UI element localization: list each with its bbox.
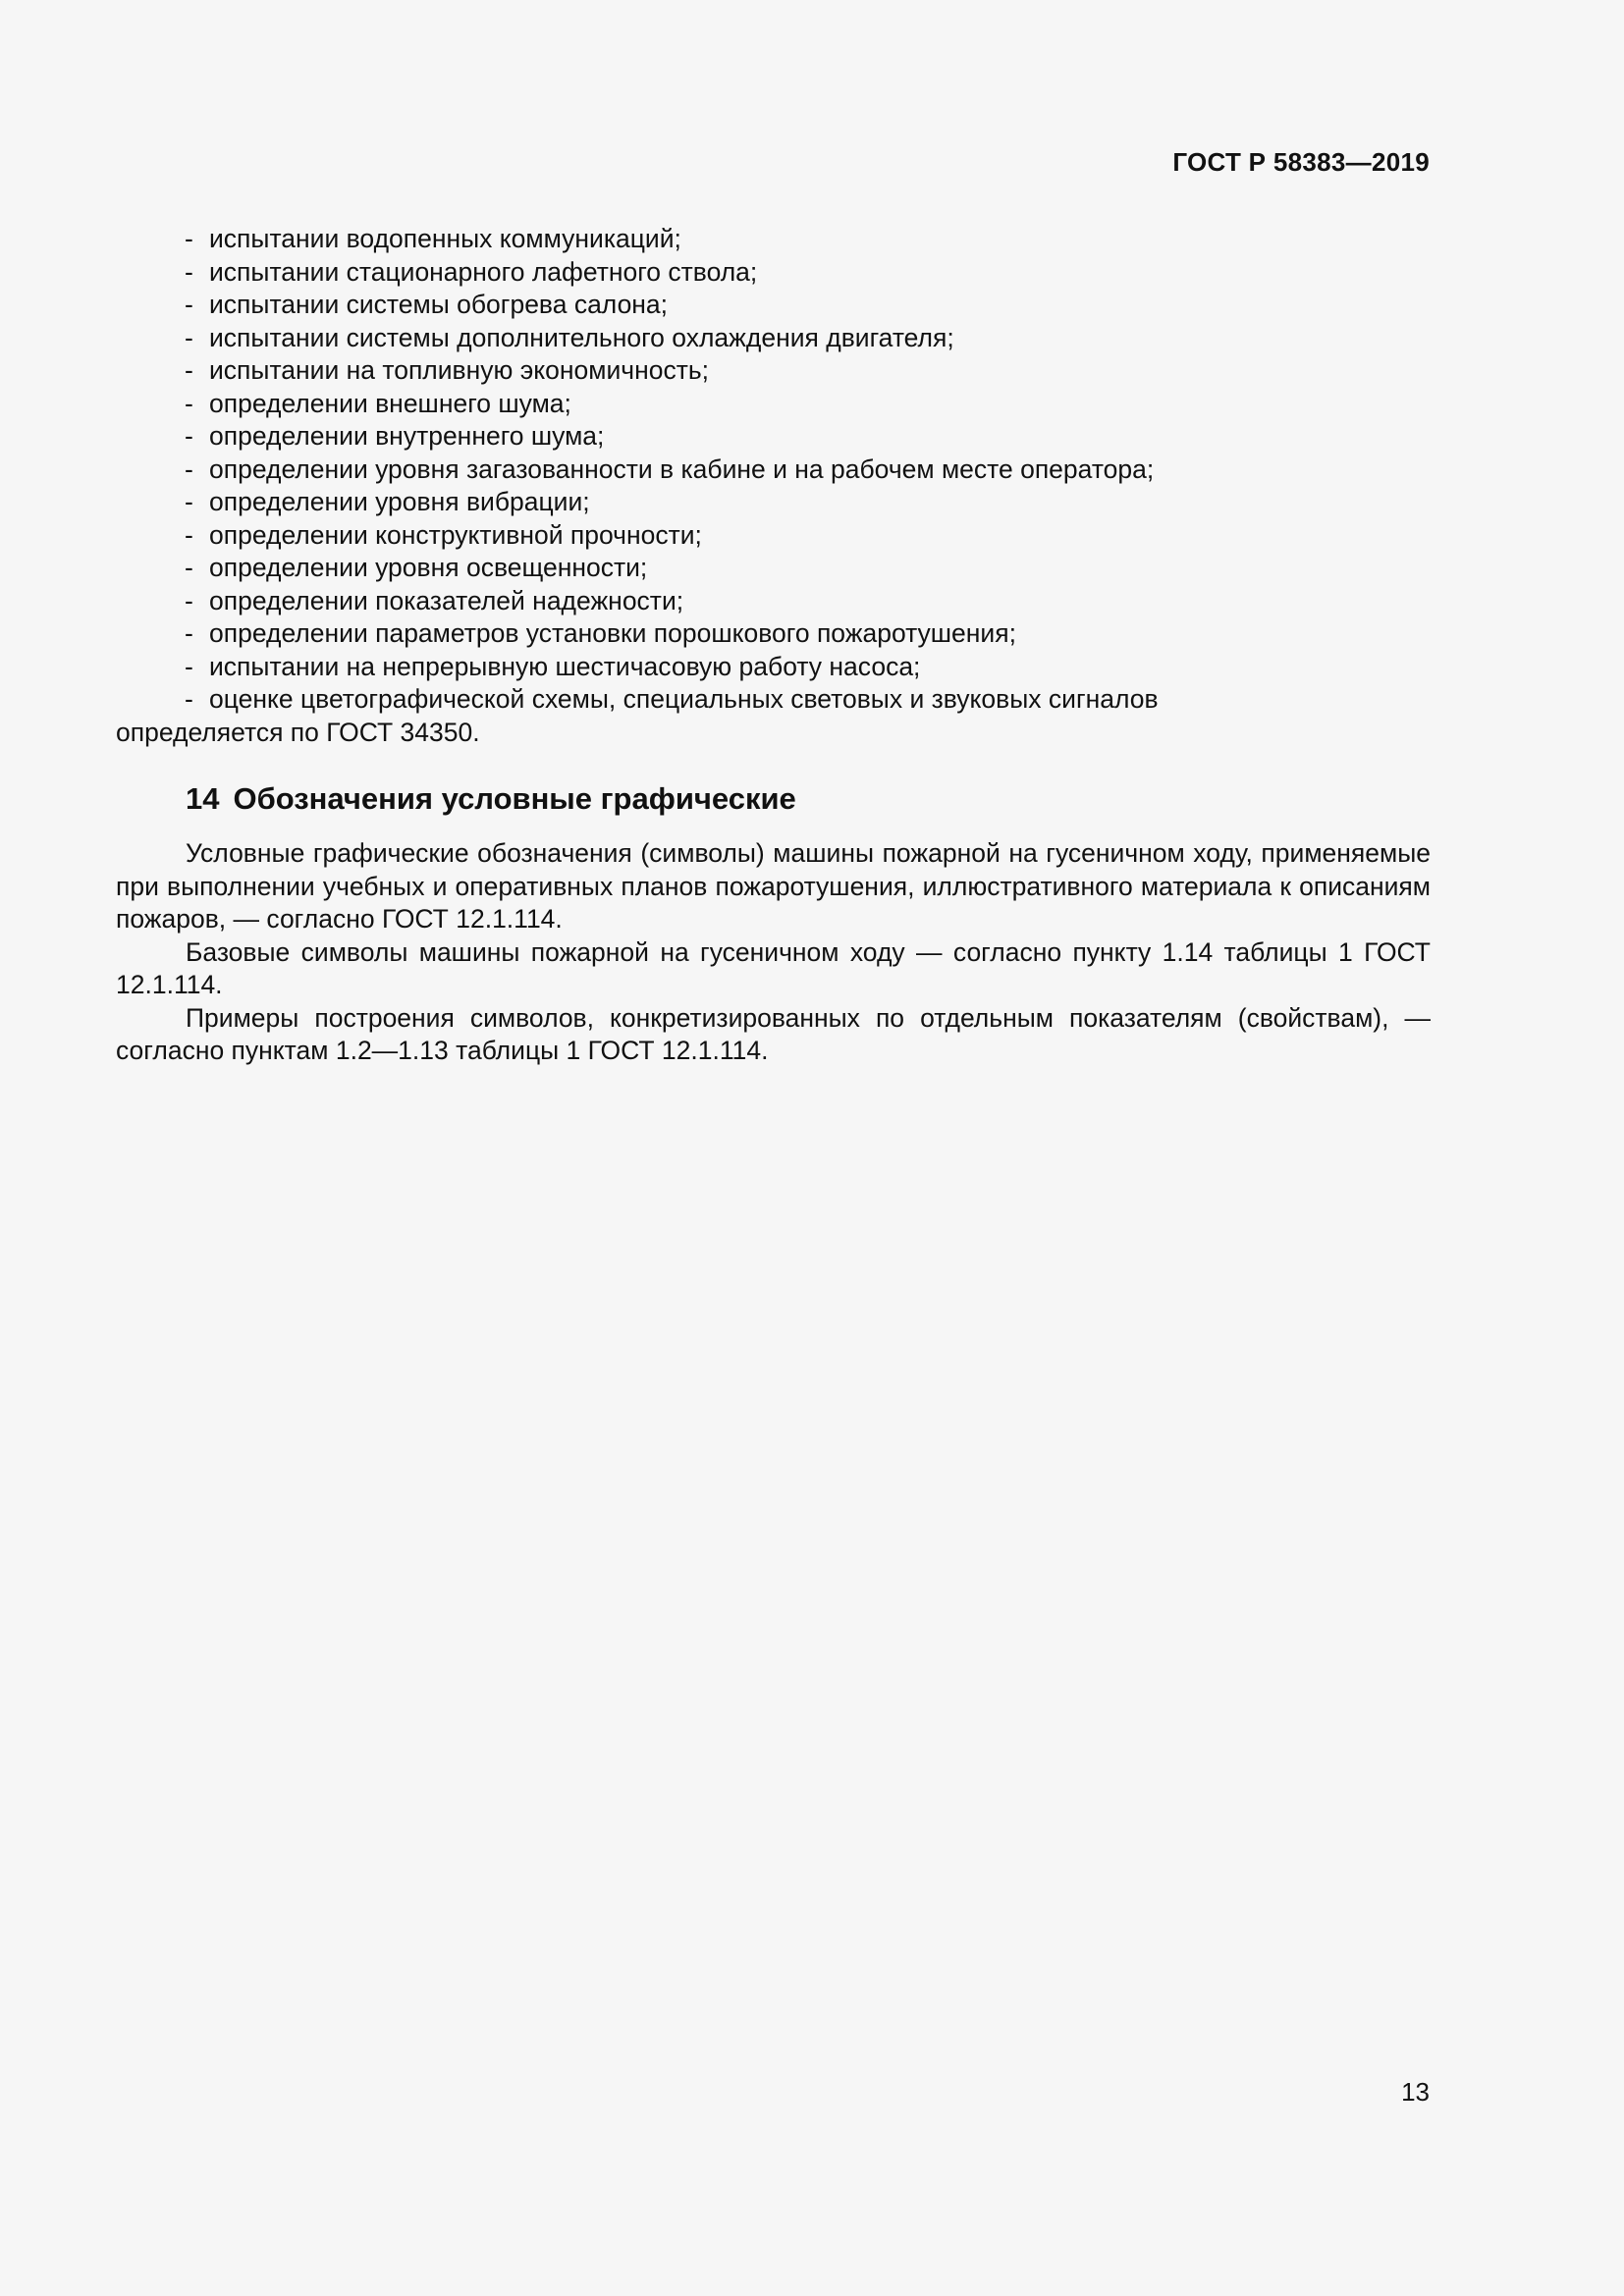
list-item [116,585,1431,618]
page-number: 13 [1401,2077,1430,2107]
list-item [116,322,1431,355]
list-item-text: испытании стационарного лафетного ствола; [209,256,758,287]
list-dash: - [185,585,193,615]
list-dash: - [185,421,193,451]
list-item [116,388,1431,421]
list-item [116,289,1431,322]
list-item [116,454,1431,487]
list-dash: - [185,553,193,582]
list-dash: - [185,618,193,648]
document-code-header: ГОСТ Р 58383—2019 [1172,147,1430,177]
list-dash: - [185,355,193,385]
list-dash: - [185,388,193,418]
list-item-text: определении конструктивной прочности; [209,519,702,550]
list-item-text: испытании системы обогрева салона; [209,290,669,319]
page-content [116,223,1431,1068]
list-dash: - [185,487,193,516]
list-item [116,552,1431,585]
list-item-text: испытании на топливную экономичность; [209,355,710,385]
list-item [116,486,1431,519]
list-item-text: определении внешнего шума; [209,388,571,418]
list-dash: - [185,322,193,352]
list-item-text: испытании системы дополнительного охлаждения двигателя; [209,322,954,352]
test-list [116,223,1431,717]
list-item [116,256,1431,290]
body-paragraph: Базовые символы машины пожарной на гусеничном ходу — согласно пункту 1.14 таблицы 1 ГОСТ 12.1.114. [116,936,1431,999]
section-number: 14 [186,781,220,816]
body-paragraph: Примеры построения символов, конкретизированных по отдельным показателям (свойствам), — согласно пунктам 1.2—1.13 таблицы 1 ГОСТ 12.1.114. [116,1002,1431,1065]
list-dash: - [185,651,193,681]
list-dash: - [185,519,193,550]
list-item-text: определении уровня освещенности; [209,553,648,582]
list-item-text: определении внутреннего шума; [209,421,605,451]
list-item [116,651,1431,684]
list-item-text: испытании на непрерывную шестичасовую работу насоса; [209,651,921,681]
list-item [116,354,1431,388]
list-item [116,519,1431,553]
list-item [116,617,1431,651]
section-title: Обозначения условные графические [233,781,796,816]
list-dash: - [185,684,193,714]
list-item-text: оценке цветографической схемы, специальных световых и звуковых сигналов [209,684,1159,714]
list-dash: - [185,256,193,287]
section-heading [116,778,1431,820]
list-dash: - [185,454,193,484]
list-item-text: испытании водопенных коммуникаций; [209,224,681,253]
list-item-text: определении показателей надежности; [209,585,684,615]
list-item [116,223,1431,256]
list-item-text: определении уровня загазованности в кабине и на рабочем месте оператора; [209,454,1155,484]
list-item-text: определении параметров установки порошкового пожаротушения; [209,618,1016,648]
list-dash: - [185,224,193,253]
body-paragraph: Условные графические обозначения (символы) машины пожарной на гусеничном ходу, применяемые при выполнении учебных и оперативных планов пожаротушения, иллюстративного материала к описаниям пожаров, — согласно ГОСТ 12.1.114. [116,838,1431,934]
list-continuation-text: определяется по ГОСТ 34350. [116,717,480,747]
list-item [116,420,1431,454]
list-item [116,683,1431,717]
list-dash: - [185,290,193,319]
list-item-text: определении уровня вибрации; [209,487,590,516]
